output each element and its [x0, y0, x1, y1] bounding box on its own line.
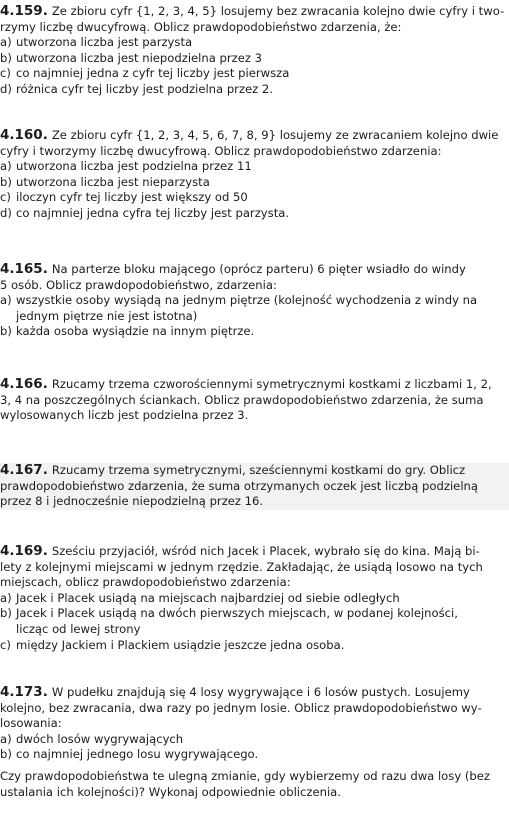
intro-line: Ze zbioru cyfr {1, 2, 3, 4, 5} losujemy bez zwracania kolejno dwie cyfry i two- — [51, 4, 505, 18]
intro-line: Na parterze bloku mającego (oprócz parteru) 6 pięter wsiadło do windy — [51, 262, 466, 276]
item-letter: a) — [0, 731, 12, 746]
problem-intro — [0, 262, 509, 293]
item-text: utworzona liczba jest parzysta — [16, 35, 193, 50]
list-item — [0, 606, 509, 637]
item-letter: a) — [0, 293, 12, 308]
intro-line: lety z kolejnymi miejscami w jednym rzędzie. Zakładając, że usiądą losowo na tych — [0, 559, 483, 574]
intro-line: 3, 4 na poszczególnych ściankach. Oblicz prawdopodobieństwo zdarzenia, że suma — [0, 392, 484, 407]
list-item — [0, 66, 509, 82]
item-text: utworzona liczba jest podzielna przez 11 — [16, 159, 252, 174]
item-line: licząc od lewej strony — [16, 621, 141, 636]
intro-line: przez 8 i jednocześnie niepodzielną przez 16. — [0, 494, 264, 509]
problem-intro — [0, 4, 509, 35]
item-letter: d) — [0, 81, 12, 96]
problem-4-159 — [0, 4, 509, 98]
list-item — [0, 732, 509, 748]
problem-number: 4.173. — [0, 684, 48, 700]
problem-intro — [0, 463, 509, 510]
item-letter: b) — [0, 174, 12, 189]
problem-intro — [0, 128, 509, 159]
list-item — [0, 159, 509, 175]
list-item — [0, 51, 509, 67]
answer-list — [0, 35, 509, 97]
list-item — [0, 175, 509, 191]
item-letter: c) — [0, 190, 11, 205]
item-letter: b) — [0, 747, 12, 762]
answer-list — [0, 159, 509, 221]
list-item — [0, 190, 509, 206]
problem-4-173 — [0, 685, 509, 800]
item-text: utworzona liczba jest nieparzysta — [16, 174, 210, 189]
intro-line: cyfry i tworzymy liczbę dwucyfrową. Oblicz prawdopodobieństwo zdarzenia: — [0, 143, 442, 158]
problem-number: 4.167. — [0, 462, 48, 478]
problem-intro — [0, 685, 509, 732]
problem-number: 4.165. — [0, 261, 48, 277]
item-text: co najmniej jednego losu wygrywającego. — [16, 747, 259, 762]
item-letter: b) — [0, 606, 12, 621]
item-text: co najmniej jedna z cyfr tej liczby jest pierwsza — [16, 66, 290, 81]
outro-line: ustalania ich kolejności)? Wykonaj odpowiednie obliczenia. — [0, 784, 341, 799]
item-letter: a) — [0, 590, 12, 605]
item-letter: c) — [0, 66, 11, 81]
problem-4-167 — [0, 463, 509, 510]
item-letter: b) — [0, 324, 12, 339]
intro-line: W pudełku znajdują się 4 losy wygrywające i 6 losów pustych. Losujemy — [51, 685, 470, 699]
problem-number: 4.169. — [0, 543, 48, 559]
list-item — [0, 82, 509, 98]
item-text: co najmniej jedna cyfra tej liczby jest parzysta. — [16, 205, 290, 220]
intro-line: prawdopodobieństwo zdarzenia, że suma otrzymanych oczek jest liczbą podzielną — [0, 478, 478, 493]
item-text: każda osoba wysiądzie na innym piętrze. — [16, 324, 255, 339]
list-item — [0, 324, 509, 340]
intro-line: miejscach, oblicz prawdopodobieństwo zdarzenia: — [0, 575, 291, 590]
answer-list — [0, 732, 509, 763]
list-item — [0, 591, 509, 607]
problem-4-166 — [0, 377, 509, 424]
item-letter: c) — [0, 637, 11, 652]
list-item — [0, 293, 509, 324]
problem-4-169 — [0, 544, 509, 653]
list-item — [0, 638, 509, 654]
item-letter: b) — [0, 50, 12, 65]
intro-line: Rzucamy trzema czworościennymi symetrycznymi kostkami z liczbami 1, 2, — [51, 377, 492, 391]
answer-list — [0, 591, 509, 653]
item-text: utworzona liczba jest niepodzielna przez 3 — [16, 50, 263, 65]
item-line: Jacek i Placek usiądą na dwóch pierwszych miejscach, w podanej kolejności, — [16, 606, 458, 621]
problem-4-165 — [0, 262, 509, 340]
item-line: wszystkie osoby wysiądą na jednym piętrze (kolejność wychodzenia z windy na — [16, 293, 478, 308]
item-line: jednym piętrze nie jest istotna) — [16, 308, 198, 323]
problem-number: 4.159. — [0, 3, 48, 19]
intro-line: Rzucamy trzema symetrycznymi, sześciennymi kostkami do gry. Oblicz — [51, 463, 466, 477]
intro-line: wylosowanych liczb jest podzielna przez 3. — [0, 408, 249, 423]
problem-4-160 — [0, 128, 509, 222]
intro-line: Sześciu przyjaciół, wśród nich Jacek i Placek, wybrało się do kina. Mają bi- — [51, 544, 480, 558]
intro-line: kolejno, bez zwracania, dwa razy po jednym losie. Oblicz prawdopodobieństwo wy- — [0, 700, 482, 715]
item-text: między Jackiem i Plackiem usiądzie jeszcze jedna osoba. — [16, 637, 345, 652]
item-text — [16, 293, 509, 324]
problem-number: 4.160. — [0, 127, 48, 143]
item-letter: a) — [0, 35, 12, 50]
item-text: różnica cyfr tej liczby jest podzielna przez 2. — [16, 81, 273, 96]
outro-line: Czy prawdopodobieństwa te ulegną zmianie, gdy wybierzemy od razu dwa losy (bez — [0, 768, 490, 783]
problem-follow-up — [0, 769, 509, 800]
item-text: dwóch losów wygrywających — [16, 731, 184, 746]
intro-line: Ze zbioru cyfr {1, 2, 3, 4, 5, 6, 7, 8, 9} losujemy ze zwracaniem kolejno dwie — [51, 128, 499, 142]
list-item — [0, 747, 509, 763]
item-text: iloczyn cyfr tej liczby jest większy od 50 — [16, 190, 248, 205]
intro-line: 5 osób. Oblicz prawdopodobieństwo, zdarzenia: — [0, 277, 277, 292]
item-letter: a) — [0, 159, 12, 174]
list-item — [0, 35, 509, 51]
list-item — [0, 206, 509, 222]
intro-line: losowania: — [0, 716, 62, 731]
item-letter: d) — [0, 205, 12, 220]
item-text: Jacek i Placek usiądą na miejscach najbardziej od siebie odległych — [16, 590, 400, 605]
problem-intro — [0, 377, 509, 424]
intro-line: rzymy liczbę dwucyfrową. Oblicz prawdopodobieństwo zdarzenia, że: — [0, 19, 402, 34]
problem-number: 4.166. — [0, 376, 48, 392]
answer-list — [0, 293, 509, 340]
item-text — [16, 606, 509, 637]
problem-intro — [0, 544, 509, 591]
